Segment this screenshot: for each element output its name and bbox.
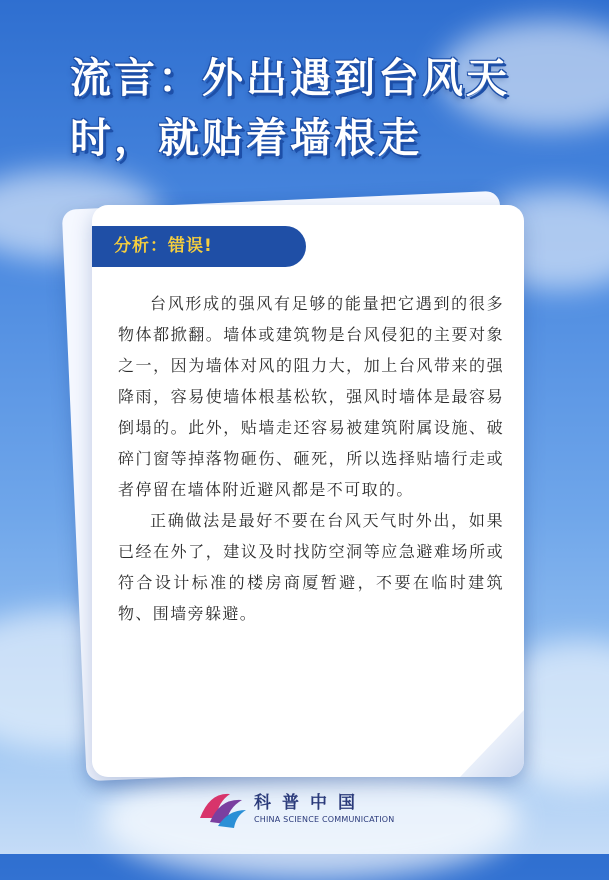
analysis-text — [118, 288, 504, 629]
kepu-china-logo — [196, 788, 426, 832]
page-title: 流言：外出遇到台风天时，就贴着墙根走 — [70, 54, 510, 162]
paragraph-2: 正确做法是最好不要在台风天气时外出，如果已经在外了，建议及时找防空洞等应急避难场所或符合设计标准的楼房商厦暂避，不要在临时建筑物、围墙旁躲避。 — [118, 511, 504, 623]
logo-en-text: CHINA SCIENCE COMMUNICATION — [254, 815, 395, 824]
kepu-china-logo-icon — [196, 788, 248, 832]
paragraph-1: 台风形成的强风有足够的能量把它遇到的很多物体都掀翻。墙体或建筑物是台风侵犯的主要对象之一，因为墙体对风的阻力大，加上台风带来的强降雨，容易使墙体根基松软，强风时墙体是最容易倒塌的。此外，贴墙走还容易被建筑附属设施、破碎门窗等掉落物砸伤、砸死，所以选择贴墙行走或者停留在墙体附近避风都是不可取的。 — [118, 294, 504, 499]
logo-cn-text: 科普中国 — [254, 793, 366, 813]
analysis-badge: 分析：错误! — [92, 226, 306, 267]
